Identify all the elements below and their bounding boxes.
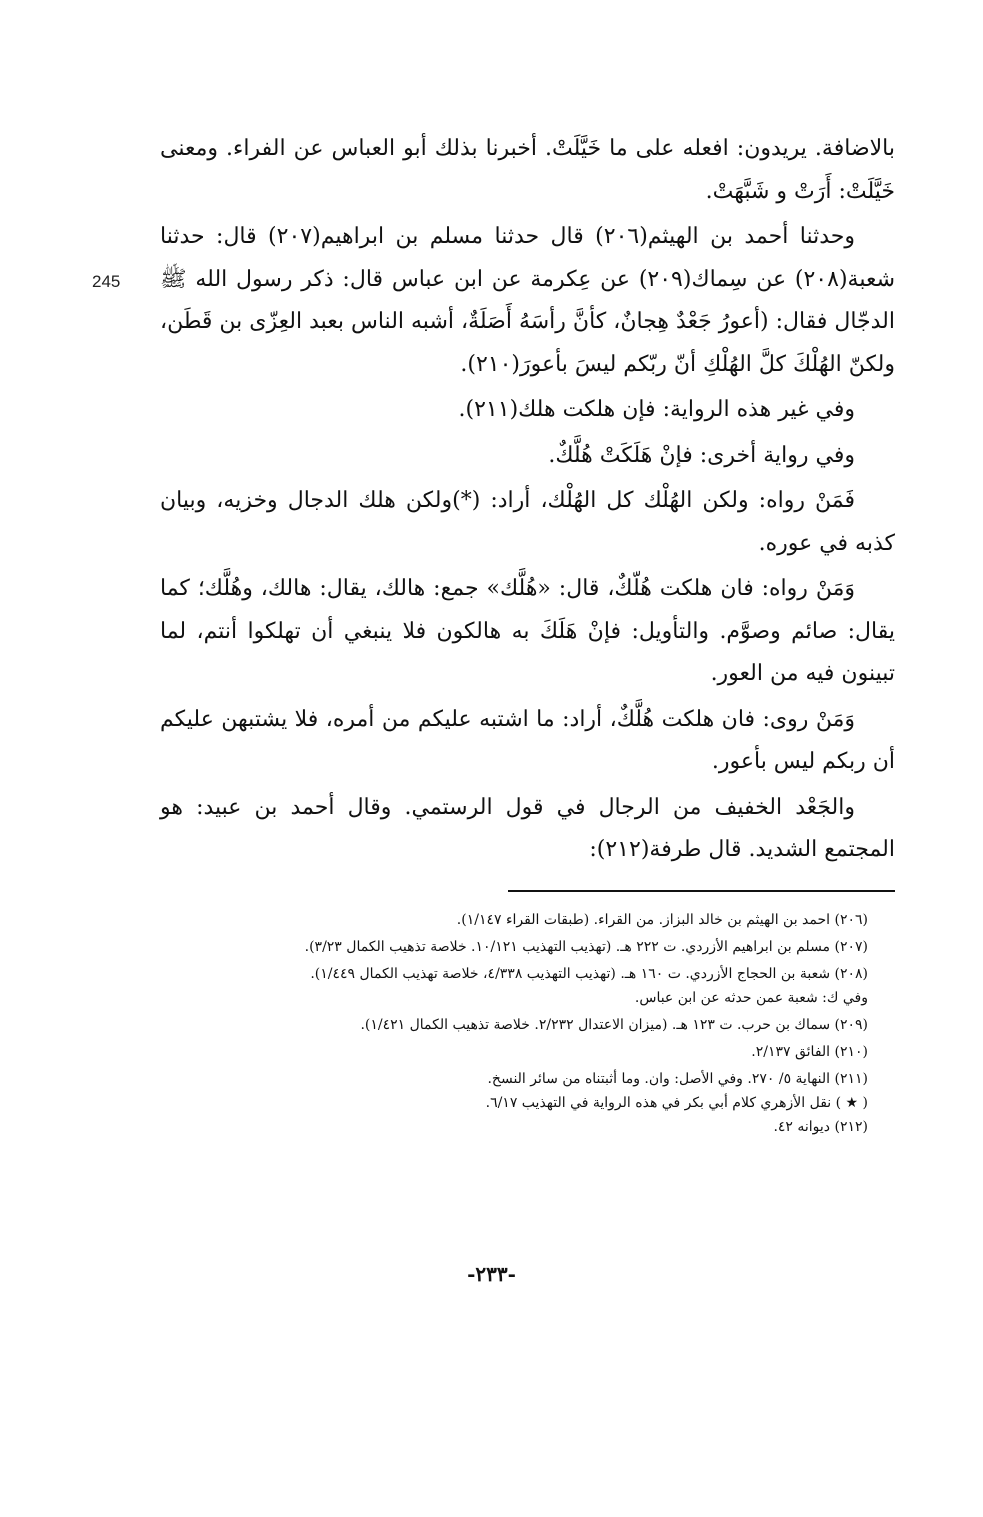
paragraph-8: والجَعْد الخفيف من الرجال في قول الرستمي. وقال أحمد بن عبيد: هو المجتمع الشديد. قال طرفة(٢١٢): [160,794,895,862]
footnote-210: (٢١٠) الفائق ٢/١٣٧. [751,1044,868,1060]
main-text [160,128,895,875]
paragraph-6: وَمَنْ رواه: فان هلكت هُلّكٌ، قال: «هُلَّك» جمع: هالك، يقال: هالك، وهُلَّك؛ كما يقال: صائم وصوَّم. والتأويل: فإنْ هَلَكَ به هالكون فلا ينبغي أن تهلكوا أنتم، لما تبينون فيه من العور. [160,576,895,686]
footnote-212: (٢١٢) ديوانه ٤٢. [773,1119,868,1135]
page-number: -٢٣٣- [467,1262,516,1286]
footnote-separator [508,890,895,892]
footnote-208-variant: وفي ك: شعبة عمن حدثه عن ابن عباس. [634,990,868,1006]
paragraph-3: وفي غير هذه الرواية: فإن هلكت هلك(٢١١). [458,397,855,422]
footnote-207: (٢٠٧) مسلم بن ابراهيم الأزردي. ت ٢٢٢ هـ. (تهذيب التهذيب ١٠/١٢١. خلاصة تذهيب الكمال ٣/٢٣). [304,939,868,955]
footnote-star: ( ★ ) نقل الأزهري كلام أبي بكر في هذه الرواية في التهذيب ٦/١٧. [485,1095,868,1111]
footnote-208: (٢٠٨) شعبة بن الحجاج الأزردي. ت ١٦٠ هـ. (تهذيب التهذيب ٤/٣٣٨، خلاصة تهذيب الكمال ١/٤٤٩). [310,966,868,982]
footnotes [160,908,868,1142]
footnote-211: (٢١١) النهاية ٥/ ٢٧٠. وفي الأصل: وان. وما أثبتناه من سائر النسخ. [487,1071,868,1087]
paragraph-5: فَمَنْ رواه: ولكن الهُلْك كل الهُلْك، أراد: (*)ولكن هلك الدجال وخزيه، وبيان كذبه في عوره. [160,488,895,556]
paragraph-1: بالاضافة. يريدون: افعله على ما خَيَّلَتْ. أخبرنا بذلك أبو العباس عن الفراء. ومعنى خَيَّلَتْ: أَرَتْ و شَبَّهَتْ. [160,136,895,204]
paragraph-4: وفي رواية أخرى: فإنْ هَلَكَتْ هُلَّكٌ. [548,442,855,468]
footnote-206: (٢٠٦) احمد بن الهيثم بن خالد البزاز. من القراء. (طبقات القراء ١/١٤٧). [456,912,868,928]
paragraph-7: وَمَنْ روى: فان هلكت هُلَّكٌ، أراد: ما اشتبه عليكم من أمره، فلا يشتبهن عليكم أن ربكم ليس بأعور. [160,706,895,774]
paragraph-2: وحدثنا أحمد بن الهيثم(٢٠٦) قال حدثنا مسلم بن ابراهيم(٢٠٧) قال: حدثنا شعبة(٢٠٨) عن سِماك(٢٠٩) عن عِكرمة عن ابن عباس قال: ذكر رسول الله ﷺ الدجّال فقال: (أعورُ جَعْدٌ هِجانٌ، كأنَّ رأسَهُ أَصَلَةٌ، أشبه الناس بعبد العِزّى بن قَطَن، ولكنّ الهُلْكَ كلَّ الهُلْكِ أنّ ربّكم ليسَ بأعورَ(٢١٠). [160,224,896,377]
margin-page-number: 245 [92,272,121,291]
footnote-209: (٢٠٩) سماك بن حرب. ت ١٢٣ هـ. (ميزان الاعتدال ٢/٢٣٢. خلاصة تذهيب الكمال ١/٤٢١). [360,1017,868,1033]
